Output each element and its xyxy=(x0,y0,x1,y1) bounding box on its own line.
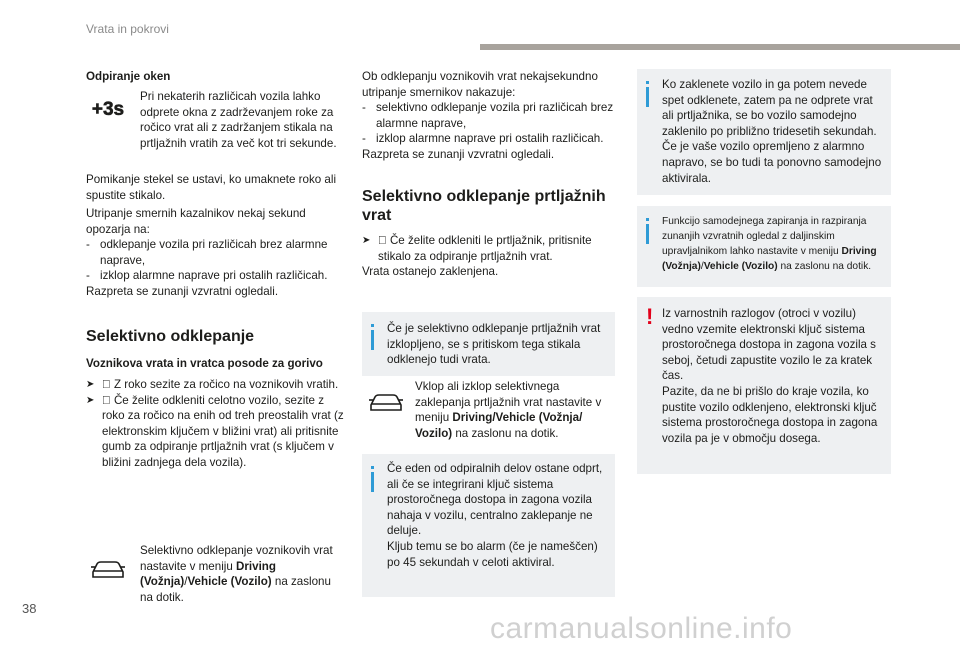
heading-selective: Selektivno odklepanje xyxy=(86,328,255,345)
arrow-icon: ➤ xyxy=(86,379,95,390)
info-box xyxy=(362,312,615,376)
list-item: - izklop alarmne naprave pri ostalih različicah. xyxy=(86,268,348,284)
svg-text:+3s: +3s xyxy=(91,99,125,120)
info-box xyxy=(362,454,615,597)
step-item: ➤ Če želite odkleniti celotno vozilo, sezite z roko za ročico na enih od treh preostalih vrat (z elektronskim ključem v bližini vrat) ali pritisnite gumb za odpiranje prtljažnih vrat (s ključem v bližini zadnjega dela vozila). xyxy=(86,393,344,469)
mirrors-text: Razpreta se zunanji vzvratni ogledali. xyxy=(86,284,279,298)
section-title: Vrata in pokrovi xyxy=(86,22,169,36)
info-text: Funkcijo samodejnega zapiranja in razpiranja zunanjih vzvratnih ogledal z daljinskim upravljalnikom lahko nastavite v meniju Driving (Vožnja)/Vehicle (Vozilo) na zaslonu na dotik. xyxy=(662,216,877,272)
page-number: 38 xyxy=(22,601,37,616)
info-text: Kljub temu se bo alarm (če je nameščen) po 45 sekundah v celoti aktiviral. xyxy=(387,539,598,569)
warning-text: Pazite, da ne bi prišlo do kraje vozila, ko pustite vozilo odklenjeno, elektronski ključ sistema prostoročnega dostopa in zagona vozila pa je v območju dosega. xyxy=(662,384,878,445)
info-text: Če je selektivno odklepanje prtljažnih vrat izklopljeno, se s pritiskom tega stikala odklenejo tudi vrata. xyxy=(387,322,601,367)
step-item: ➤ Če želite odkleniti le prtljažnik, pritisnite stikalo za odpiranje prtljažnih vrat. xyxy=(362,234,592,263)
info-box xyxy=(637,206,891,287)
info-icon xyxy=(371,472,374,492)
column-1 xyxy=(86,69,348,85)
blink-list xyxy=(86,237,348,284)
warning-text: Iz varnostnih razlogov (otroci v vozilu) vedno vzemite elektronski ključ sistema prostoročnega dostopa in zagona vozila s seboj, četudi zapustite vozilo le za kratek čas. xyxy=(662,307,876,383)
heading-driver-door: Voznikova vrata in vratca posode za gorivo xyxy=(86,357,323,370)
blink-intro: Utripanje smernih kazalnikov nekaj sekund opozarja na: xyxy=(86,207,306,236)
header-rule xyxy=(480,44,960,50)
step-item: ➤ Z roko sezite za ročico na voznikovih vratih. xyxy=(86,378,339,391)
list-item: - odklepanje vozila pri različicah brez alarmne naprave, xyxy=(86,237,348,268)
info-icon xyxy=(371,330,374,350)
info-icon xyxy=(646,87,649,107)
warning-icon: ! xyxy=(646,304,654,329)
unlock-intro: Ob odklepanju voznikovih vrat nekajsekundno utripanje smernikov nakazuje: xyxy=(362,70,598,99)
plus-3s-icon xyxy=(86,93,130,123)
info-box xyxy=(637,69,891,195)
watermark: carmanualsonline.info xyxy=(490,612,793,645)
warning-box xyxy=(637,297,891,474)
car-icon xyxy=(368,392,404,414)
boot-locked-text: Vrata ostanejo zaklenjena. xyxy=(362,265,499,279)
unlock-list xyxy=(362,100,614,147)
heading-boot: Selektivno odklepanje prtljažnih vrat xyxy=(362,188,606,224)
info-icon xyxy=(646,224,649,244)
windows-stop-text: Pomikanje stekel se ustavi, ko umaknete roko ali spustite stikalo. xyxy=(86,173,337,202)
arrow-icon: ➤ xyxy=(362,235,371,246)
selective-setting-text: Selektivno odklepanje voznikovih vrat nastavite v meniju Driving (Vožnja)/Vehicle (Vozilo) na zaslonu na dotik. xyxy=(140,544,333,604)
heading-windows: Odpiranje oken xyxy=(86,70,171,83)
boot-setting-text: Vklop ali izklop selektivnega zaklepanja prtljažnih vrat nastavite v meniju Driving/Vehicle (Vožnja/ Vozilo) na zaslonu na dotik. xyxy=(415,380,602,440)
arrow-icon: ➤ xyxy=(86,394,95,406)
car-icon xyxy=(90,559,126,581)
info-text: Če eden od odpiralnih delov ostane odprt, ali če se integrirani ključ sistema prostoročnega dostopa in zagona vozila nahaja v vozilu, centralno zaklepanje ne deluje. xyxy=(387,462,603,538)
mirrors-text: Razpreta se zunanji vzvratni ogledali. xyxy=(362,147,555,161)
list-item: - selektivno odklepanje vozila pri različicah brez alarmne naprave, xyxy=(362,100,614,131)
windows-text: Pri nekaterih različicah vozila lahko odprete okna z zadrževanjem roke za ročico vrat ali z zadržanjem stikala na prtljažnih vratih za več kot tri sekunde. xyxy=(140,90,337,150)
info-text: Ko zaklenete vozilo in ga potem nevede spet odklenete, zatem pa ne odprete vrat ali prtljažnika, se bo vozilo samodejno zaklenilo po približno tridesetih sekundah. Če je vaše vozilo opremljeno z alarmno napravo, se bo tudi ta ponovno samodejno aktivirala. xyxy=(662,78,882,185)
list-item: - izklop alarmne naprave pri ostalih različicah. xyxy=(362,131,614,147)
